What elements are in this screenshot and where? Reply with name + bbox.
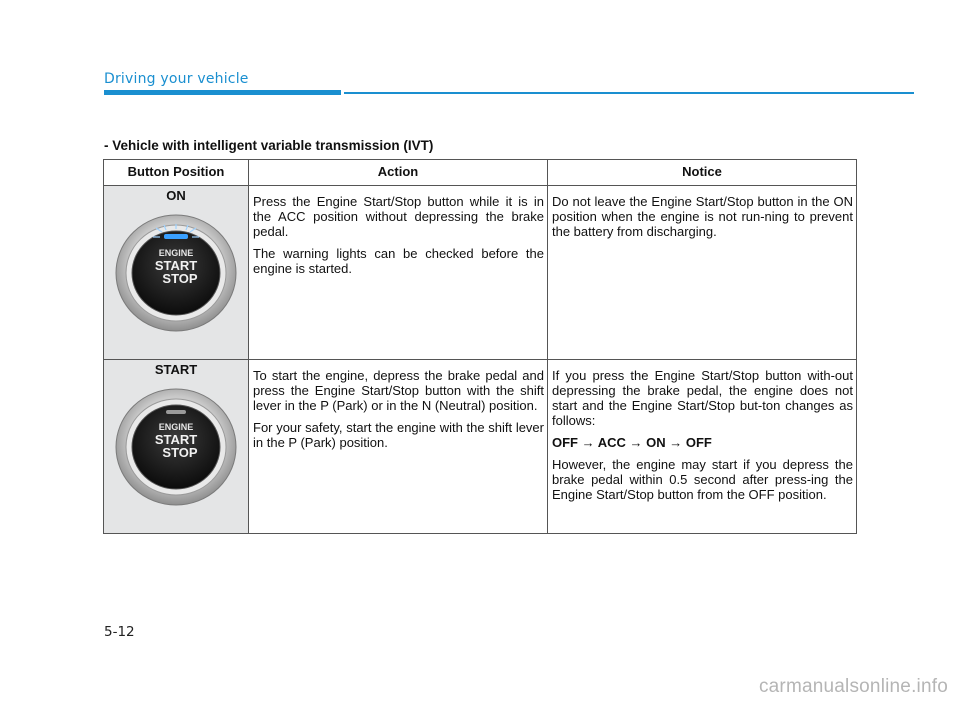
notice-cell (548, 360, 857, 534)
table-row (104, 360, 857, 534)
notice-paragraph: If you press the Engine Start/Stop button with-out depressing the brake pedal, the engine does not start and the Engine Start/Stop but-ton changes as follows: (552, 368, 853, 428)
button-stop-text: STOP (162, 444, 198, 460)
column-header-notice: Notice (548, 160, 857, 186)
subtitle: - Vehicle with intelligent variable transmission (IVT) (104, 138, 434, 153)
action-cell (249, 186, 548, 360)
engine-start-stop-button-lit-icon (110, 210, 242, 336)
button-position-table (103, 159, 857, 534)
button-stop-text: STOP (162, 270, 198, 286)
action-paragraph: For your safety, start the engine with the shift lever in the P (Park) position. (253, 419, 544, 450)
position-label: START (154, 362, 198, 377)
header-rule-thick (104, 90, 341, 95)
action-paragraph: Press the Engine Start/Stop button while it is in the ACC position without depressing the brake pedal. (253, 194, 544, 239)
action-paragraph: The warning lights can be checked before the engine is started. (253, 245, 544, 276)
table-header-row (104, 160, 857, 186)
column-header-position: Button Position (104, 160, 249, 186)
header-rule-thin (344, 92, 914, 94)
notice-cell (548, 186, 857, 360)
table-row (104, 186, 857, 360)
position-label: ON (166, 188, 186, 203)
watermark: carmanualsonline.info (758, 676, 948, 697)
button-start-text: START (154, 431, 198, 447)
position-cell (104, 360, 249, 534)
engine-start-stop-button-icon (110, 384, 242, 510)
position-cell (104, 186, 249, 360)
button-engine-text: ENGINE (158, 421, 194, 432)
column-header-action: Action (249, 160, 548, 186)
page-number: 5-12 (104, 624, 135, 640)
action-cell (249, 360, 548, 534)
button-start-text: START (154, 257, 198, 273)
notice-paragraph: Do not leave the Engine Start/Stop button in the ON position when the engine is not run-ning to prevent the battery from discharging. (552, 194, 853, 239)
state-sequence (552, 436, 853, 451)
notice-paragraph: However, the engine may start if you depress the brake pedal within 0.5 second after press-ing the Engine Start/Stop button from the OFF position. (552, 456, 853, 502)
state-sequence-text: OFF → ACC → ON → OFF (552, 434, 712, 450)
action-paragraph: To start the engine, depress the brake pedal and press the Engine Start/Stop button with the shift lever in the P (Park) or in the N (Neutral) position. (253, 368, 544, 413)
button-engine-text: ENGINE (158, 247, 194, 258)
section-title: Driving your vehicle (104, 71, 249, 87)
